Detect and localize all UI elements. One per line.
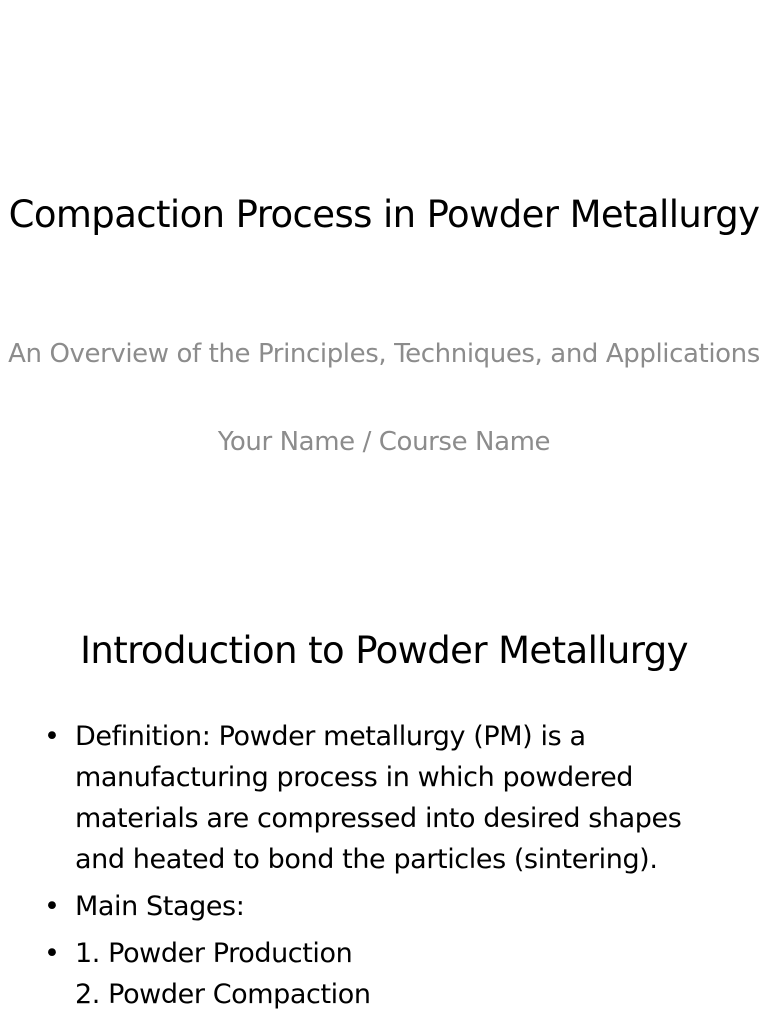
bullet-icon: • — [44, 891, 60, 922]
slide-subtitle: An Overview of the Principles, Techniques, and Applications — [8, 339, 760, 369]
bullet-text: Definition: Powder metallurgy (PM) is a manufacturing process in which powdered materials are compressed into desired shapes and heated to bond the particles (sintering). — [75, 721, 682, 875]
slide-title: Compaction Process in Powder Metallurgy — [8, 193, 760, 236]
bullet-item-definition — [44, 716, 734, 880]
bullet-icon: • — [44, 721, 60, 752]
bullet-text: Main Stages: — [75, 891, 245, 922]
bullet-item-main-stages — [44, 886, 734, 927]
slide-heading: Introduction to Powder Metallurgy — [80, 629, 688, 672]
bullet-text: 1. Powder Production 2. Powder Compaction — [75, 938, 371, 1010]
author-line: Your Name / Course Name — [217, 427, 551, 457]
bullet-item-stages-list — [44, 933, 734, 1015]
bullet-icon: • — [44, 938, 60, 969]
bullet-list — [44, 716, 734, 1021]
